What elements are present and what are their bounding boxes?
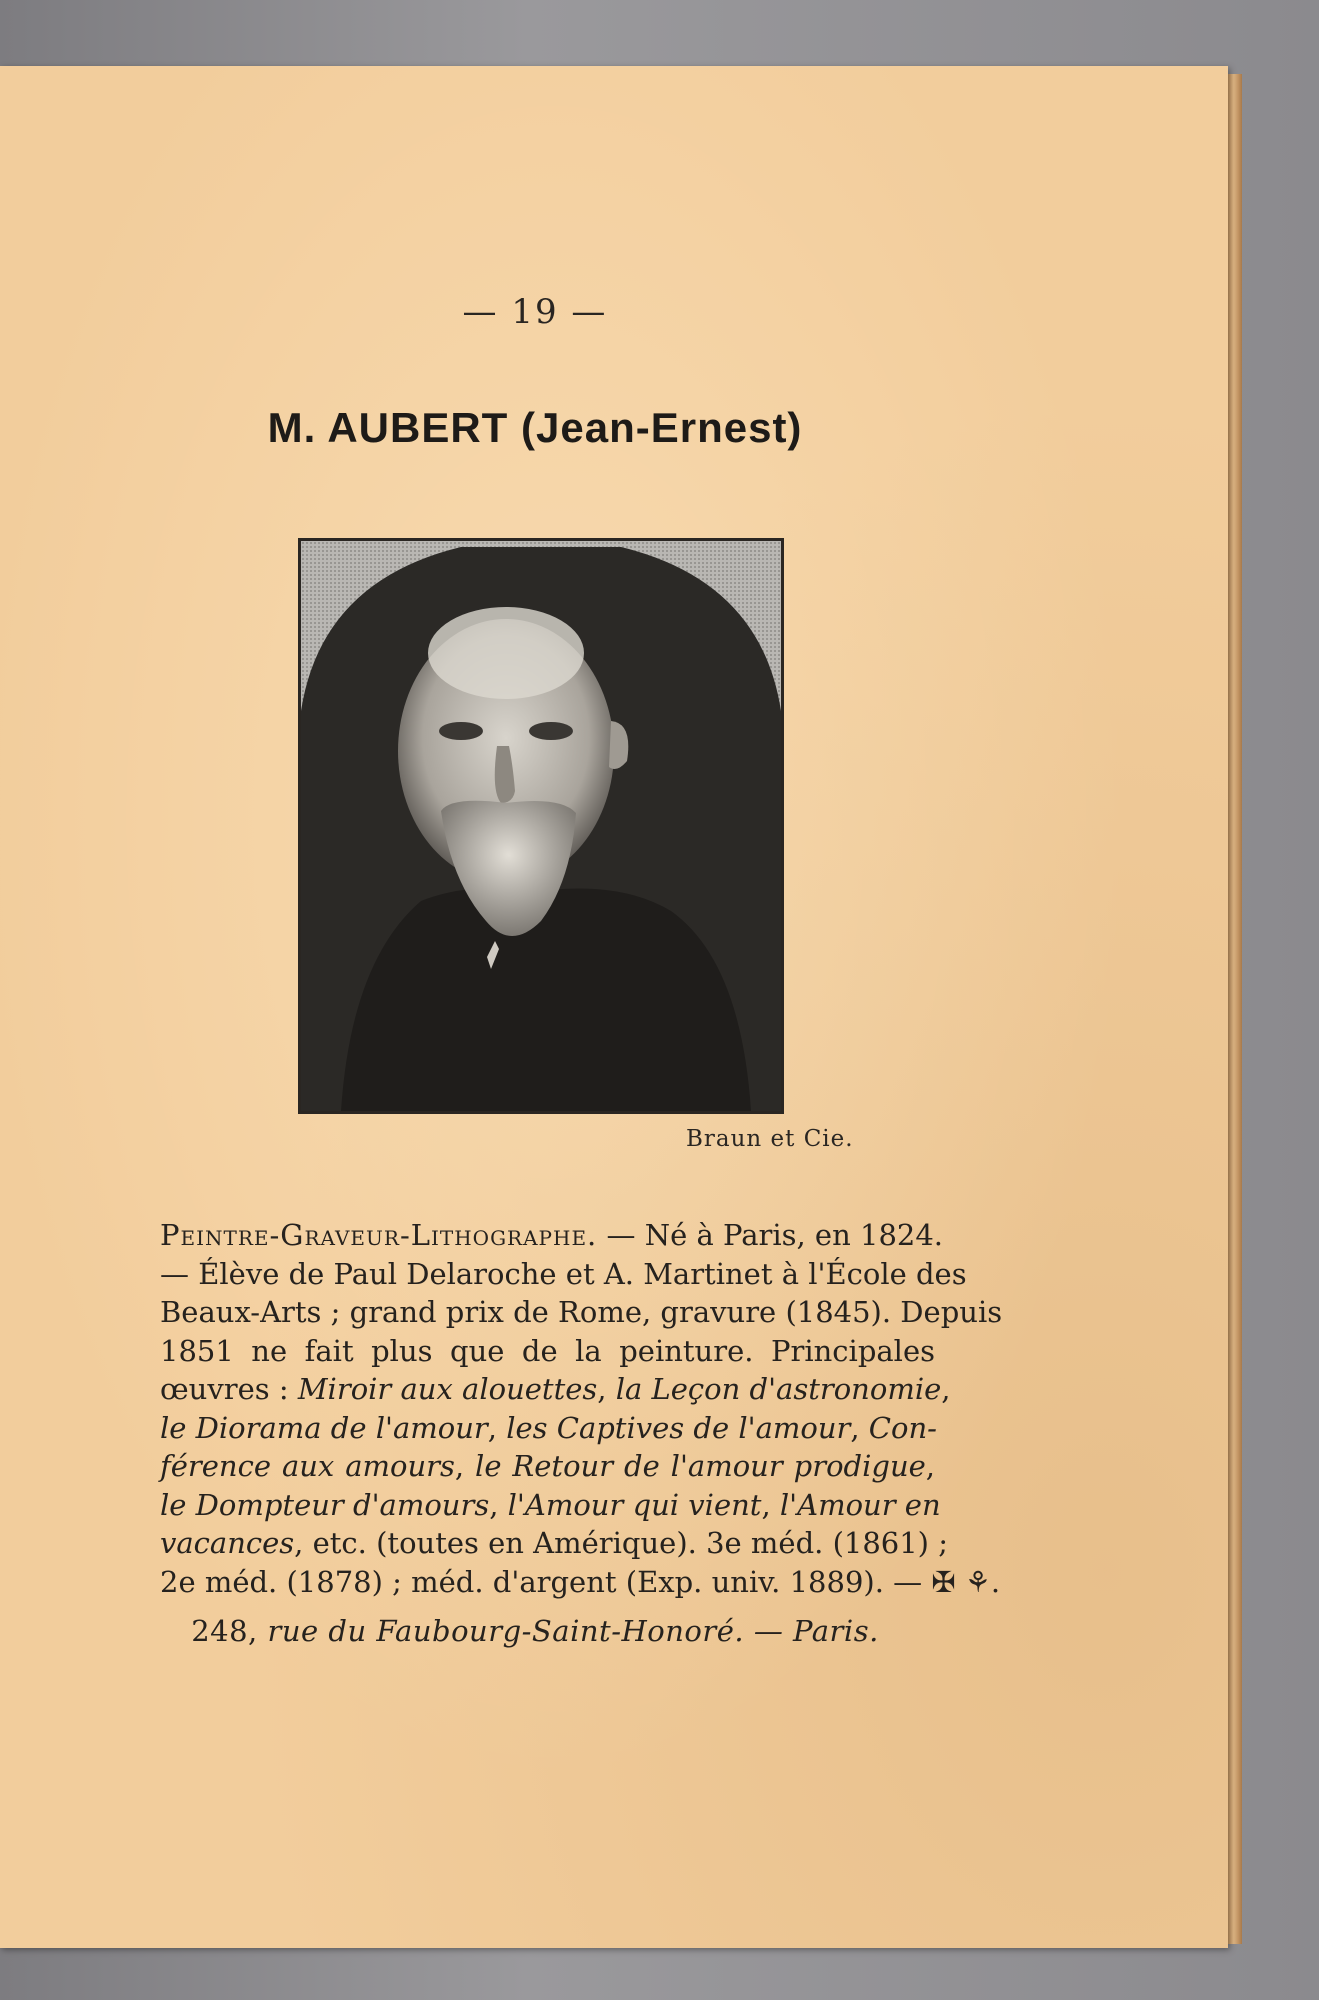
page-edge bbox=[1228, 74, 1242, 1944]
address bbox=[0, 1614, 1070, 1648]
work-title: le Dompteur d'amours bbox=[160, 1487, 490, 1522]
work-title: vacances bbox=[160, 1526, 295, 1560]
text-span: , bbox=[487, 1410, 507, 1445]
bio-line bbox=[160, 1370, 951, 1409]
profession-label: Peintre-Graveur-Lithographe. bbox=[160, 1218, 598, 1252]
text-span: , bbox=[761, 1487, 780, 1522]
text-span: , bbox=[925, 1449, 935, 1483]
bio-line bbox=[160, 1216, 944, 1255]
bio-line: 2e méd. (1878) ; méd. d'argent (Exp. univ. 1889). — ✠ ⚘. bbox=[160, 1564, 1001, 1599]
book-page bbox=[0, 66, 1228, 1948]
work-title: férence aux amours bbox=[160, 1449, 455, 1483]
work-title: la Leçon d'astronomie bbox=[615, 1372, 942, 1406]
text-span: , bbox=[489, 1487, 508, 1522]
bio-line bbox=[160, 1486, 941, 1525]
work-title: les Captives de l'amour bbox=[506, 1410, 851, 1445]
text-span: , bbox=[454, 1449, 476, 1483]
text-span: , bbox=[941, 1372, 951, 1406]
work-title: l'Amour qui vient bbox=[507, 1487, 762, 1522]
bio-line: 1851 ne fait plus que de la peinture. Principales bbox=[160, 1333, 935, 1368]
bio-line bbox=[160, 1447, 935, 1486]
work-title: Miroir aux alouettes bbox=[297, 1372, 598, 1406]
photo-credit: Braun et Cie. bbox=[686, 1126, 854, 1152]
bio-line bbox=[160, 1524, 948, 1563]
bio-line: — Élève de Paul Delaroche et A. Martinet à l'École des bbox=[160, 1256, 967, 1291]
work-title: Con- bbox=[868, 1410, 937, 1445]
birth-info: — Né à Paris, en 1824. bbox=[597, 1218, 944, 1252]
bio-line bbox=[160, 1409, 935, 1448]
biography-text bbox=[160, 1216, 1003, 1601]
work-title: le Retour de l'amour prodigue bbox=[475, 1449, 926, 1483]
portrait-photo bbox=[298, 538, 784, 1114]
page-number: — 19 — bbox=[462, 292, 608, 332]
text-span: , etc. (toutes en Amérique). 3e méd. (1861) ; bbox=[294, 1526, 948, 1560]
work-title: le Diorama de l'amour bbox=[160, 1410, 488, 1445]
text-span: œuvres : bbox=[160, 1372, 298, 1406]
page-title: M. AUBERT (Jean-Ernest) bbox=[267, 404, 803, 451]
address-street: rue du Faubourg-Saint-Honoré. — Paris. bbox=[267, 1614, 879, 1648]
bio-line: Beaux-Arts ; grand prix de Rome, gravure (1845). Depuis bbox=[160, 1295, 1003, 1329]
address-number: 248, bbox=[191, 1614, 268, 1648]
text-span: , bbox=[597, 1372, 616, 1406]
portrait-image bbox=[301, 541, 781, 1111]
work-title: l'Amour en bbox=[779, 1487, 941, 1522]
text-span: , bbox=[850, 1410, 869, 1445]
